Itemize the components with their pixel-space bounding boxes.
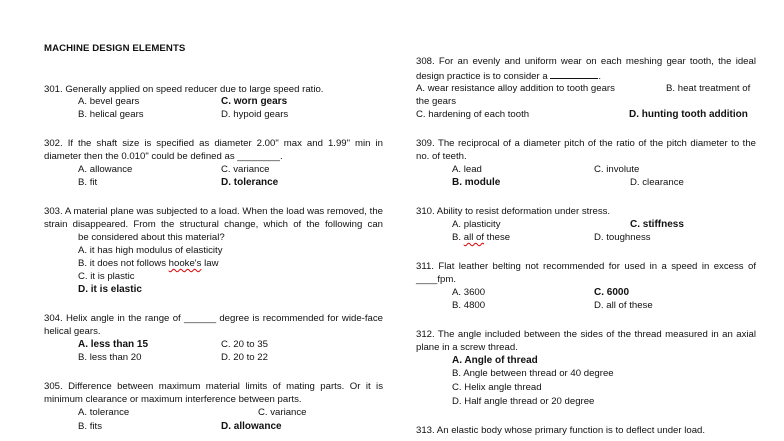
q308-option-b-continued: the gears bbox=[416, 96, 457, 107]
q311-option-d: D. all of these bbox=[594, 300, 653, 311]
q308-option-b: B. heat treatment of bbox=[666, 83, 751, 94]
q305-option-b: B. fits bbox=[78, 421, 102, 432]
q303-option-b bbox=[78, 258, 219, 270]
spellcheck-word: hooke's bbox=[168, 258, 202, 269]
q304-option-a: A. less than 15 bbox=[78, 339, 149, 350]
q310-option-b bbox=[452, 232, 510, 244]
q308-stem-line1: 308. For an evenly and uniform wear on each meshing gear tooth, the ideal bbox=[416, 56, 756, 67]
q302-option-a: A. allowance bbox=[78, 164, 133, 175]
q301-option-c: C. worn gears bbox=[221, 96, 288, 107]
q302-stem-line1: 302. If the shaft size is specified as diameter 2.00" max and 1.99" min in bbox=[44, 138, 383, 149]
q303-option-d: D. it is elastic bbox=[78, 284, 142, 295]
q310-stem: 310. Ability to resist deformation under stress. bbox=[416, 206, 611, 217]
q305-option-a: A. tolerance bbox=[78, 407, 130, 418]
q303-option-c: C. it is plastic bbox=[78, 271, 135, 282]
q304-option-b: B. less than 20 bbox=[78, 352, 142, 363]
q302-option-d: D. tolerance bbox=[221, 177, 279, 188]
q302-stem-line2: diameter then the 0.010" could be defined as ________. bbox=[44, 151, 283, 162]
q305-option-c: C. variance bbox=[258, 407, 307, 418]
q312-stem-line2: plane in a screw thread. bbox=[416, 342, 518, 353]
q308-stem-line2 bbox=[416, 69, 601, 83]
q312-option-a: A. Angle of thread bbox=[452, 355, 538, 366]
q310-option-b-pre: B. bbox=[452, 232, 464, 243]
q309-stem-line1: 309. The reciprocal of a diameter pitch of the ratio of the pitch diameter to the bbox=[416, 138, 756, 149]
q311-stem-line1: 311. Flat leather belting not recommended for used in a speed in excess of bbox=[416, 261, 756, 272]
document-title: MACHINE DESIGN ELEMENTS bbox=[44, 43, 186, 54]
q309-stem-line2: no. of teeth. bbox=[416, 151, 467, 162]
q301-option-b: B. helical gears bbox=[78, 109, 144, 120]
q310-option-d: D. toughness bbox=[594, 232, 651, 243]
q310-option-a: A. plasticity bbox=[452, 219, 501, 230]
q308-option-c: C. hardening of each tooth bbox=[416, 109, 530, 120]
q309-option-b: B. module bbox=[452, 177, 501, 188]
q303-option-b-pre: B. it does not follows bbox=[78, 258, 169, 269]
q303-stem-line2: strain disappeared. From the structural change, which of the following can bbox=[44, 219, 383, 230]
q303-option-b-post: law bbox=[201, 258, 219, 269]
q305-option-d: D. allowance bbox=[221, 421, 282, 432]
q305-stem-line1: 305. Difference between maximum material limits of mating parts. Or it is bbox=[44, 381, 383, 392]
q310-option-b-post: these bbox=[484, 232, 511, 243]
q312-option-b: B. Angle between thread or 40 degree bbox=[452, 368, 614, 379]
q308-option-a: A. wear resistance alloy addition to tooth gears bbox=[416, 83, 615, 94]
q308-stem-line2-end: . bbox=[598, 71, 602, 82]
q302-option-c: C. variance bbox=[221, 164, 270, 175]
q313-stem: 313. An elastic body whose primary function is to deflect under load. bbox=[416, 425, 706, 436]
q305-stem-line2: minimum clearance or maximum interference between parts. bbox=[44, 394, 302, 405]
q311-option-b: B. 4800 bbox=[452, 300, 486, 311]
q301-stem: 301. Generally applied on speed reducer due to large speed ratio. bbox=[44, 84, 324, 95]
spellcheck-word: all of bbox=[463, 232, 484, 243]
q301-option-d: D. hypoid gears bbox=[221, 109, 289, 120]
q310-option-c: C. stiffness bbox=[630, 219, 684, 230]
q311-option-a: A. 3600 bbox=[452, 287, 486, 298]
q312-option-c: C. Helix angle thread bbox=[452, 382, 542, 393]
q304-stem-line1: 304. Helix angle in the range of ______ degree is recommended for wide-face bbox=[44, 313, 383, 324]
q309-option-a: A. lead bbox=[452, 164, 482, 175]
q304-option-c: C. 20 to 35 bbox=[221, 339, 268, 350]
q304-option-d: D. 20 to 22 bbox=[221, 352, 268, 363]
q308-option-d: D. hunting tooth addition bbox=[629, 109, 748, 120]
q302-option-b: B. fit bbox=[78, 177, 98, 188]
q301-option-a: A. bevel gears bbox=[78, 96, 140, 107]
answer-blank bbox=[550, 69, 598, 79]
q309-option-c: C. involute bbox=[594, 164, 640, 175]
q304-stem-line2: helical gears. bbox=[44, 326, 101, 337]
q311-option-c: C. 6000 bbox=[594, 287, 630, 298]
q303-stem-line3: be considered about this material? bbox=[78, 232, 225, 243]
q312-option-d: D. Half angle thread or 20 degree bbox=[452, 396, 595, 407]
q308-stem-line2-text: design practice is to consider a bbox=[416, 71, 548, 82]
q312-stem-line1: 312. The angle included between the sides of the thread measured in an axial bbox=[416, 329, 756, 340]
q309-option-d: D. clearance bbox=[630, 177, 684, 188]
q303-stem-line1: 303. A material plane was subjected to a load. When the load was removed, the bbox=[44, 206, 383, 217]
q311-stem-line2: ____fpm. bbox=[416, 274, 457, 285]
q303-option-a: A. it has high modulus of elasticity bbox=[78, 245, 223, 256]
